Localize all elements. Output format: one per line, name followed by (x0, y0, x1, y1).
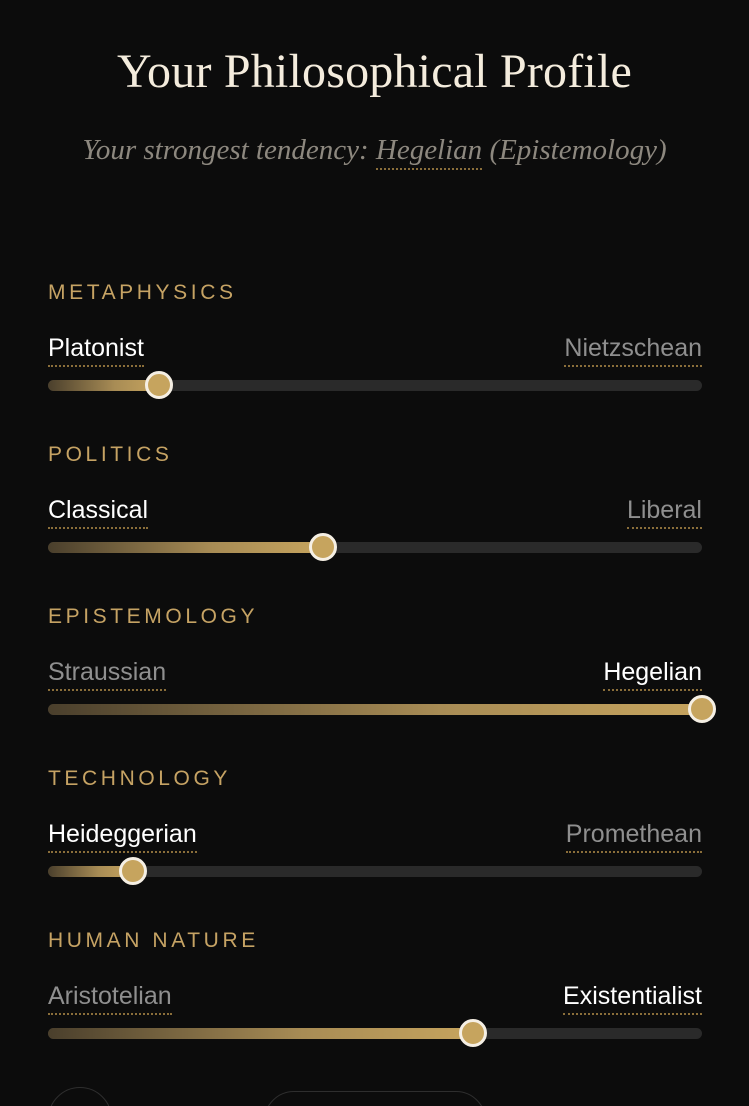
dimension-technology (48, 767, 702, 897)
slider-fill (48, 1028, 473, 1039)
left-pole[interactable]: Aristotelian (48, 981, 172, 1015)
right-pole[interactable]: Liberal (627, 495, 702, 529)
slider-thumb[interactable] (459, 1019, 487, 1047)
left-pole[interactable]: Classical (48, 495, 148, 529)
left-pole[interactable]: Platonist (48, 333, 144, 367)
right-pole[interactable]: Promethean (566, 819, 702, 853)
round-action-button[interactable] (48, 1087, 112, 1106)
dimension-label: HUMAN NATURE (48, 929, 259, 952)
slider-thumb[interactable] (119, 857, 147, 885)
slider-thumb[interactable] (688, 695, 716, 723)
slider-fill (48, 704, 702, 715)
dimension-label: POLITICS (48, 443, 173, 466)
right-pole[interactable]: Nietzschean (564, 333, 702, 367)
page-title: Your Philosophical Profile (116, 45, 632, 98)
slider-track[interactable] (48, 380, 702, 391)
dimension-politics (48, 443, 702, 573)
slider-track[interactable] (48, 1028, 702, 1039)
dimension-epistemology (48, 605, 702, 735)
left-pole[interactable]: Heideggerian (48, 819, 197, 853)
slider-fill (48, 380, 159, 391)
slider-track[interactable] (48, 866, 702, 877)
slider-track[interactable] (48, 704, 702, 715)
subtitle-prefix: Your strongest tendency: (82, 134, 376, 166)
dimension-human-nature (48, 929, 702, 1059)
strongest-tendency-link[interactable]: Hegelian (376, 134, 482, 170)
dimension-label: TECHNOLOGY (48, 767, 232, 790)
slider-thumb[interactable] (145, 371, 173, 399)
right-pole[interactable]: Hegelian (603, 657, 702, 691)
right-pole[interactable]: Existentialist (563, 981, 702, 1015)
dimension-label: METAPHYSICS (48, 281, 237, 304)
slider-fill (48, 542, 323, 553)
dimension-metaphysics (48, 281, 702, 411)
left-pole[interactable]: Straussian (48, 657, 166, 691)
subtitle-suffix: (Epistemology) (482, 134, 667, 166)
slider-track[interactable] (48, 542, 702, 553)
strongest-tendency (0, 134, 749, 167)
pill-action-button[interactable] (264, 1091, 486, 1106)
slider-thumb[interactable] (309, 533, 337, 561)
dimension-label: EPISTEMOLOGY (48, 605, 259, 628)
